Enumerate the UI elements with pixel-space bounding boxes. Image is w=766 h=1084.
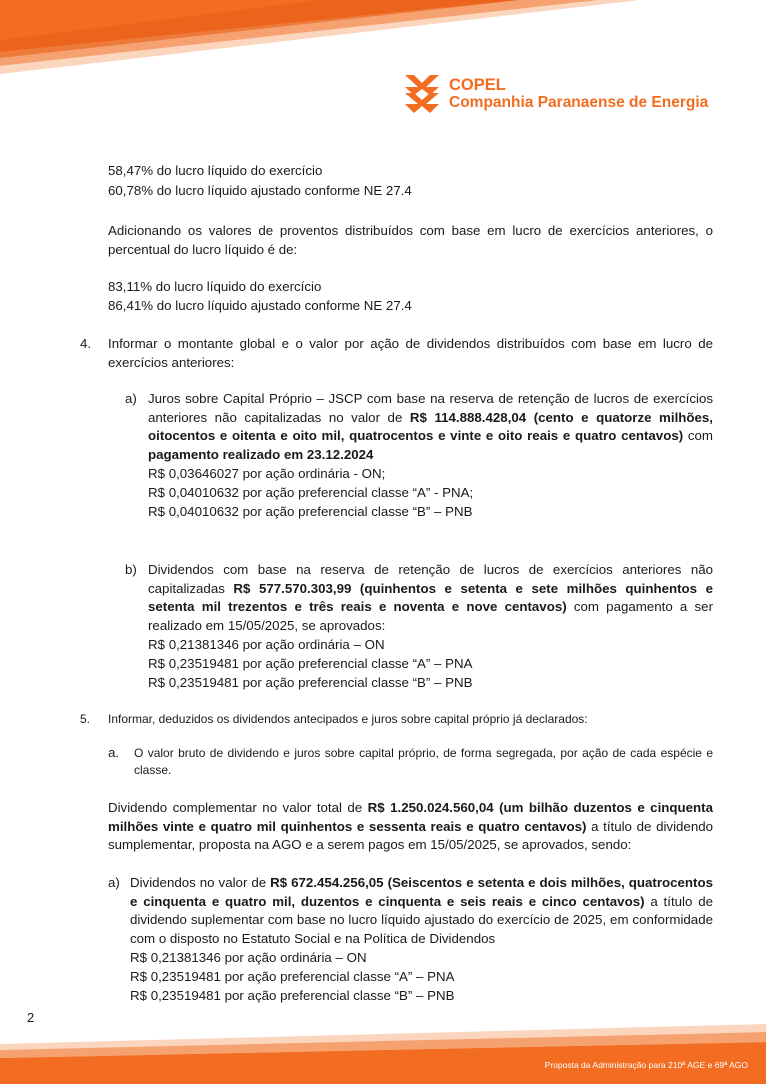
footer-swoosh (0, 1018, 766, 1084)
logo-name: COPEL (449, 76, 506, 94)
item-5-sub-a-value-pnb: R$ 0,23519481 por ação preferencial classe “B” – PNB (130, 988, 455, 1003)
item-5-sub-a-value-pna: R$ 0,23519481 por ação preferencial classe “A” – PNA (130, 969, 455, 984)
company-name: Companhia Paranaense de Energia (449, 94, 709, 111)
item-4a-amount: R$ 114.888.428,04 (cento e quatorze milhões, oitocentos e oitenta e oito mil, quatrocentos e vinte e oito reais e quatro centavos) (148, 409, 713, 443)
page-number: 2 (27, 1010, 35, 1025)
item-4b-text-part1: Dividendos com base na reserva de retenção de lucros de exercícios anteriores não capitalizadas (148, 562, 713, 596)
item-4b-text-part2: com pagamento a ser realizado em 15/05/2025, se aprovados: (148, 599, 713, 633)
item-4b-value-pna: R$ 0,23519481 por ação preferencial classe “A” – PNA (148, 656, 473, 671)
item-5-paragraph-part1: Dividendo complementar no valor total de (108, 800, 368, 815)
item-4a-text-part1: Juros sobre Capital Próprio – JSCP com base na reserva de retenção de lucros de exercícios anteriores não capitalizadas no valor de (148, 391, 713, 425)
item-5-text: Informar, deduzidos os dividendos antecipados e juros sobre capital próprio já declarados: (108, 712, 588, 726)
item-5-sub-a-label: a) (108, 875, 120, 890)
item-5-sub-a-value-on: R$ 0,21381346 por ação ordinária – ON (130, 950, 367, 965)
item-4a-value-pnb: R$ 0,04010632 por ação preferencial classe “B” – PNB (148, 504, 473, 519)
header-swoosh (0, 0, 766, 80)
item-4a-value-on: R$ 0,03646027 por ação ordinária - ON; (148, 466, 386, 481)
item-5-number: 5. (80, 712, 91, 726)
item-4a-value-pna: R$ 0,04010632 por ação preferencial classe “A” - PNA; (148, 485, 474, 500)
copel-logo-icon (401, 73, 443, 115)
copel-logo (401, 73, 708, 115)
item-5-paragraph-part2: a título de dividendo sumplementar, proposta na AGO e a serem pagos em 15/05/2025, se aprovados, sendo: (108, 818, 713, 852)
item-5-sub-a-text (130, 874, 713, 948)
item-4b-value-on: R$ 0,21381346 por ação ordinária – ON (148, 637, 385, 652)
item-4b-amount: R$ 577.570.303,99 (quinhentos e setenta e sete milhões quinhentos e setenta mil trezentos e três reais e noventa e nove centavos) (148, 580, 714, 614)
item-5-sub-a-text-part2: a título de dividendo suplementar com base no lucro líquido ajustado do exercício de 2025, em conformidade com o disposto no Estatuto Social e na Política de Dividendos (130, 893, 713, 946)
item-5-sub-a-text-part1: Dividendos no valor de (130, 875, 271, 890)
item-4b-label: b) (125, 562, 137, 577)
item-5-sub-a-amount: R$ 672.454.256,05 (Seiscentos e setenta e dois milhões, quatrocentos e cinquenta e quatro mil, duzentos e cinquenta e seis reais e cinco centavos) (130, 875, 713, 909)
item-4a-text-part2: com (683, 428, 713, 443)
item-4a-label: a) (125, 391, 137, 406)
item-5-total-amount: R$ 1.250.024.560,04 (um bilhão duzentos e cinquenta milhões vinte e quatro mil quinhentos e sessenta reais e quatro centavos) (108, 800, 713, 834)
intro-line-1: 58,47% do lucro líquido do exercício (108, 163, 323, 178)
item-4-number: 4. (80, 336, 92, 351)
intro-line-2: 60,78% do lucro líquido ajustado conforme NE 27.4 (108, 183, 412, 198)
item-5a-text: O valor bruto de dividendo e juros sobre capital próprio, de forma segregada, por ação de cada espécie e classe. (134, 746, 713, 777)
intro-paragraph: Adicionando os valores de proventos distribuídos com base em lucro de exercícios anteriores, o percentual do lucro líquido é de: (108, 223, 713, 257)
footer-caption: Proposta da Administração para 210ª AGE e 69ª AGO (544, 1060, 748, 1070)
item-5-paragraph (108, 799, 713, 855)
item-4a-text (148, 390, 713, 464)
item-4b-value-pnb: R$ 0,23519481 por ação preferencial classe “B” – PNB (148, 675, 473, 690)
item-4-text: Informar o montante global e o valor por ação de dividendos distribuídos com base em lucro de exercícios anteriores: (108, 336, 713, 370)
item-5a-label: a. (108, 745, 120, 760)
intro-line-3: 83,11% do lucro líquido do exercício (108, 279, 322, 294)
item-4a-payment-date: pagamento realizado em 23.12.2024 (148, 446, 374, 462)
item-4b-text (148, 561, 713, 635)
intro-line-4: 86,41% do lucro líquido ajustado conforme NE 27.4 (108, 298, 412, 313)
